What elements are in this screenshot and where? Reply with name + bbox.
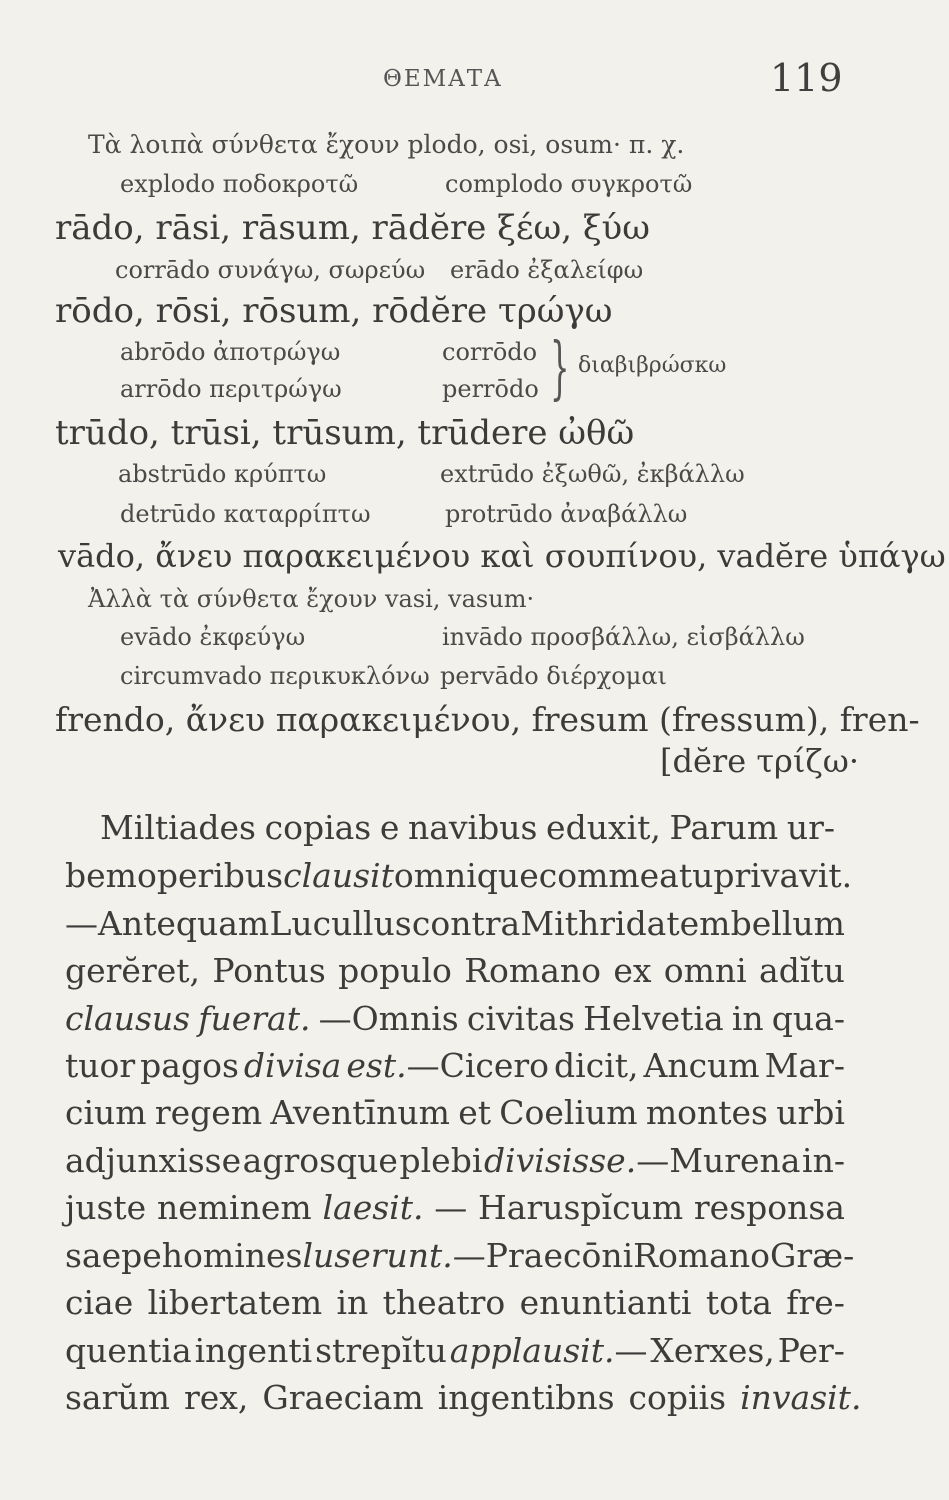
exercise-word: homines <box>161 1236 303 1275</box>
exercise-word: Parum <box>669 808 779 847</box>
exercise-word: ingentibns <box>437 1378 615 1417</box>
exercise-word: contra <box>411 904 521 943</box>
exercise-word: ur- <box>786 808 835 847</box>
exercise-word: rex, <box>183 1378 249 1417</box>
compound-right: pervādo διέρχομαι <box>440 662 667 690</box>
exercise-word: eduxit, <box>546 808 661 847</box>
exercise-word: Helvetia <box>583 999 724 1038</box>
exercise-word: Aventīnum <box>270 1093 450 1132</box>
compound-right: perrōdo <box>442 375 539 403</box>
exercise-word: pagos <box>140 1046 239 1085</box>
verb-head-rado: rādo, rāsi, rāsum, rādĕre ξέω, ξύω <box>55 208 650 248</box>
exercise-word: Ancum <box>643 1046 760 1085</box>
exercise-word: Haruspĭcum <box>478 1188 684 1227</box>
brace-symbol: } <box>550 329 570 408</box>
exercise-word: commeatu <box>538 856 714 895</box>
exercise-line <box>65 856 853 895</box>
exercise-word: in <box>731 999 764 1038</box>
exercise-word: divisisse.—Murena <box>483 1141 801 1180</box>
exercise-word: Coelium <box>499 1093 638 1132</box>
exercise-word: Miltiades <box>100 808 256 847</box>
compound-left: arrōdo περιτρώγω <box>120 375 342 403</box>
verb-head-rodo: rōdo, rōsi, rōsum, rōdĕre τρώγω <box>55 291 613 331</box>
exercise-word: sarŭm <box>65 1378 170 1417</box>
exercise-word: est.—Cicero <box>346 1046 550 1085</box>
exercise-word: libertatem <box>147 1283 323 1322</box>
exercise-word: privavit. <box>713 856 853 895</box>
verb-head-frendo-continuation: [dĕre τρίζω· <box>660 742 859 780</box>
brace-gloss: διαβιβρώσκω <box>578 353 727 378</box>
exercise-word: neminem <box>156 1188 312 1227</box>
exercise-line <box>65 1188 845 1227</box>
exercise-word: theatro <box>382 1283 506 1322</box>
exercise-line <box>65 1141 845 1180</box>
exercise-word: laesit. <box>322 1188 424 1227</box>
exercise-word: ex <box>613 951 652 990</box>
verb-head-vado: vādo, ἄνευ παρακειμένου καὶ σουπίνου, vadĕre ὑπάγω <box>58 537 946 575</box>
exercise-word: clausus <box>65 999 191 1038</box>
exercise-word: tota <box>705 1283 772 1322</box>
exercise-word: Graeciam <box>262 1378 424 1417</box>
exercise-word: tuor <box>65 1046 136 1085</box>
exercise-word: et <box>458 1093 491 1132</box>
exercise-word: fuerat. <box>198 999 311 1038</box>
exercise-word: operibus <box>136 856 284 895</box>
exercise-line <box>65 999 845 1038</box>
compound-right: complodo συγκροτῶ <box>445 170 693 198</box>
exercise-line <box>65 1046 845 1085</box>
exercise-line <box>65 1283 845 1322</box>
exercise-word: Per- <box>777 1331 845 1370</box>
compound-left: detrūdo καταρρίπτω <box>120 500 371 528</box>
intro-line: Τὰ λοιπὰ σύνθετα ἔχουν plodo, osi, osum· π. χ. <box>88 130 685 159</box>
verb-head-trudo: trūdo, trūsi, trūsum, trūdere ὠθῶ <box>55 413 635 453</box>
exercise-word: in- <box>802 1141 845 1180</box>
exercise-word: montes <box>645 1093 768 1132</box>
exercise-word: Romano <box>464 951 601 990</box>
exercise-word: quentia <box>65 1331 192 1370</box>
exercise-word: saepe <box>65 1236 162 1275</box>
exercise-word: divisa <box>243 1046 342 1085</box>
compound-right: extrūdo ἐξωθῶ, ἐκβάλλω <box>440 460 745 488</box>
exercise-word: urbi <box>776 1093 845 1132</box>
exercise-word: Xerxes, <box>650 1331 775 1370</box>
compound-left: abrōdo ἀποτρώγω <box>120 338 341 366</box>
exercise-word: luserunt.—Praecōni <box>302 1236 634 1275</box>
exercise-word: clausit <box>283 856 394 895</box>
exercise-word: qua- <box>771 999 845 1038</box>
exercise-word: agrosque <box>242 1141 398 1180</box>
compound-left: corrādo συνάγω, σωρεύω <box>115 256 426 284</box>
exercise-word: populo <box>338 951 452 990</box>
exercise-line <box>65 1331 845 1370</box>
exercise-word: Romano <box>633 1236 770 1275</box>
exercise-word: e <box>379 808 400 847</box>
compound-left: evādo ἐκφεύγω <box>120 623 306 651</box>
compound-right: corrōdo <box>442 338 538 366</box>
exercise-word: Pontus <box>212 951 326 990</box>
exercise-line <box>65 1378 862 1417</box>
compound-right: invādo προσβάλλω, εἰσβάλλω <box>442 623 805 651</box>
exercise-word: juste <box>65 1188 147 1227</box>
exercise-word: omni <box>663 951 747 990</box>
exercise-word: — <box>434 1188 468 1227</box>
exercise-word: ingenti <box>194 1331 313 1370</box>
exercise-line <box>65 1236 855 1275</box>
compound-left: explodo ποδοκροτῶ <box>120 170 359 198</box>
exercise-word: bem <box>65 856 137 895</box>
exercise-word: Mar- <box>764 1046 845 1085</box>
exercise-word: —Antequam <box>65 904 270 943</box>
exercise-word: copiis <box>628 1378 727 1417</box>
exercise-word: omnique <box>393 856 539 895</box>
exercise-word: gerĕret, <box>65 951 201 990</box>
exercise-line <box>65 1093 845 1132</box>
exercise-line <box>65 904 845 943</box>
exercise-word: applausit.— <box>449 1331 648 1370</box>
exercise-word: bellum <box>730 904 845 943</box>
exercise-word: plebi <box>399 1141 483 1180</box>
exercise-word: Lucullus <box>269 904 412 943</box>
exercise-word: navibus <box>407 808 538 847</box>
exercise-word: dicit, <box>554 1046 639 1085</box>
exercise-line <box>100 808 835 847</box>
exercise-word: ciae <box>65 1283 134 1322</box>
exercise-line <box>65 951 845 990</box>
exercise-word: enuntianti <box>519 1283 692 1322</box>
page-number: 119 <box>770 56 843 100</box>
compound-left: circumvado περικυκλόνω <box>120 662 430 690</box>
compound-right: erādo ἐξαλείφω <box>450 256 644 284</box>
compound-left: abstrūdo κρύπτω <box>118 460 327 488</box>
verb-head-frendo: frendo, ἄνευ παρακειμένου, fresum (fressum), fren- <box>55 700 920 739</box>
compound-right: protrūdo ἀναβάλλω <box>445 500 688 528</box>
exercise-word: Mithridatem <box>520 904 731 943</box>
exercise-word: regem <box>154 1093 263 1132</box>
exercise-word: fre- <box>786 1283 845 1322</box>
exercise-word: —Omnis <box>318 999 459 1038</box>
exercise-word: invasit. <box>740 1378 862 1417</box>
exercise-word: in <box>336 1283 369 1322</box>
vado-note: Ἀλλὰ τὰ σύνθετα ἔχουν vasi, vasum· <box>88 585 535 613</box>
exercise-word: adjunxisse <box>65 1141 242 1180</box>
exercise-word: Græ- <box>769 1236 855 1275</box>
running-title: ΘΕΜΑΤΑ <box>383 66 503 92</box>
exercise-word: responsa <box>693 1188 845 1227</box>
exercise-word: copias <box>264 808 372 847</box>
exercise-word: civitas <box>466 999 575 1038</box>
exercise-word: adĭtu <box>759 951 845 990</box>
exercise-word: cium <box>65 1093 147 1132</box>
exercise-word: strepĭtu <box>315 1331 447 1370</box>
